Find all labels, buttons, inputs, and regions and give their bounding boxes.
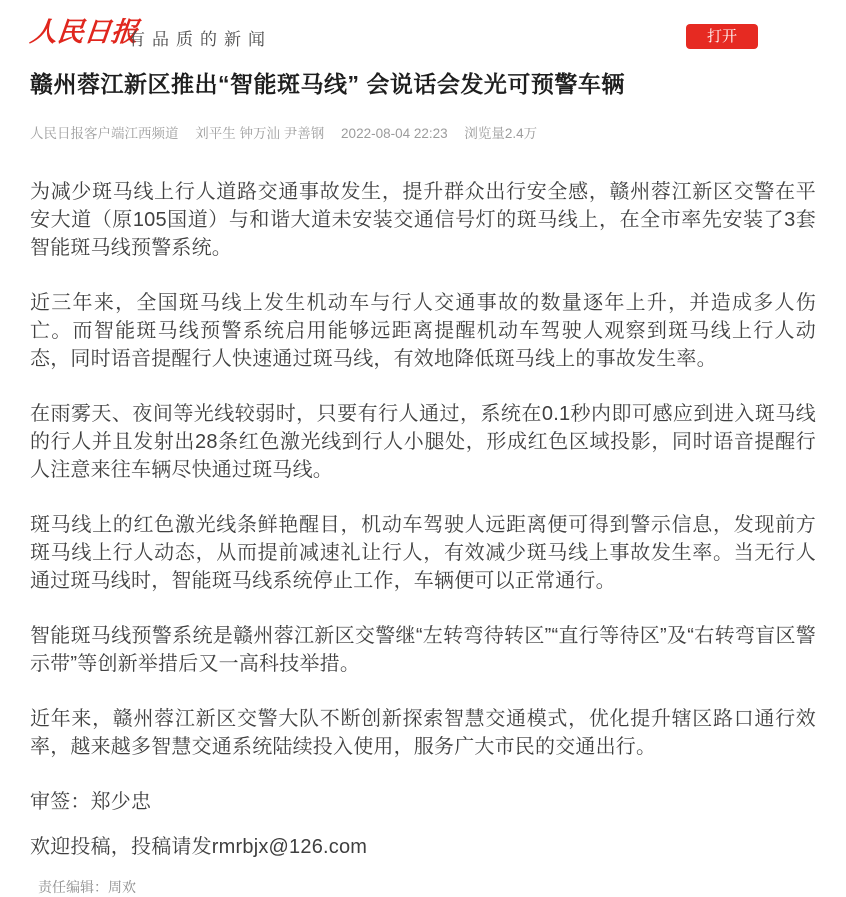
article-paragraph: 智能斑马线预警系统是赣州蓉江新区交警继“左转弯待转区”“直行等待区”及“右转弯盲区警示带”等创新举措后又一高科技举措。 (30, 625, 816, 675)
article-meta (30, 122, 816, 142)
page-footer (38, 877, 816, 897)
meta-view-count: 浏览量2.4万 (464, 126, 538, 141)
site-tagline: 有品质的新闻 (128, 30, 272, 49)
open-app-button[interactable]: 打开 (686, 24, 758, 49)
article-body (30, 178, 816, 861)
article-paragraph: 斑马线上的红色激光线条鲜艳醒目，机动车驾驶人远距离便可得到警示信息，发现前方斑马线上行人动态，从而提前减速礼让行人，有效减少斑马线上事故发生率。当无行人通过斑马线时，智能斑马线系统停止工作，车辆便可以正常通行。 (30, 514, 816, 592)
peoples-daily-logo[interactable]: 人民日报 (28, 17, 140, 48)
article-paragraph: 近年来，赣州蓉江新区交警大队不断创新探索智慧交通模式，优化提升辖区路口通行效率，越来越多智慧交通系统陆续投入使用，服务广大市民的交通出行。 (30, 708, 816, 758)
article-title: 赣州蓉江新区推出“智能斑马线” 会说话会发光可预警车辆 (30, 71, 625, 97)
article-paragraph: 为减少斑马线上行人道路交通事故发生，提升群众出行安全感，赣州蓉江新区交警在平安大道（原105国道）与和谐大道未安装交通信号灯的斑马线上，在全市率先安装了3套智能斑马线预警系统。 (30, 181, 816, 259)
site-header (0, 0, 846, 58)
meta-source: 人民日报客户端江西频道 (30, 126, 179, 141)
submission-note: 欢迎投稿，投稿请发rmrbjx@126.com (30, 836, 368, 858)
article-paragraph: 在雨雾天、夜间等光线较弱时，只要有行人通过，系统在0.1秒内即可感应到进入斑马线的行人并且发射出28条红色激光线到行人小腿处，形成红色区域投影，同时语音提醒行人注意来往车辆尽快通过斑马线。 (30, 403, 816, 481)
article-signoff: 审签：郑少忠 (30, 791, 152, 813)
article-paragraph: 近三年来，全国斑马线上发生机动车与行人交通事故的数量逐年上升，并造成多人伤亡。而智能斑马线预警系统启用能够远距离提醒机动车驾驶人观察到斑马线上行人动态，同时语音提醒行人快速通过斑马线，有效地降低斑马线上的事故发生率。 (30, 292, 816, 370)
responsible-editor: 责任编辑：周欢 (38, 879, 136, 895)
meta-authors: 刘平生 钟万汕 尹善钢 (195, 126, 325, 141)
meta-datetime: 2022-08-04 22:23 (341, 126, 448, 141)
